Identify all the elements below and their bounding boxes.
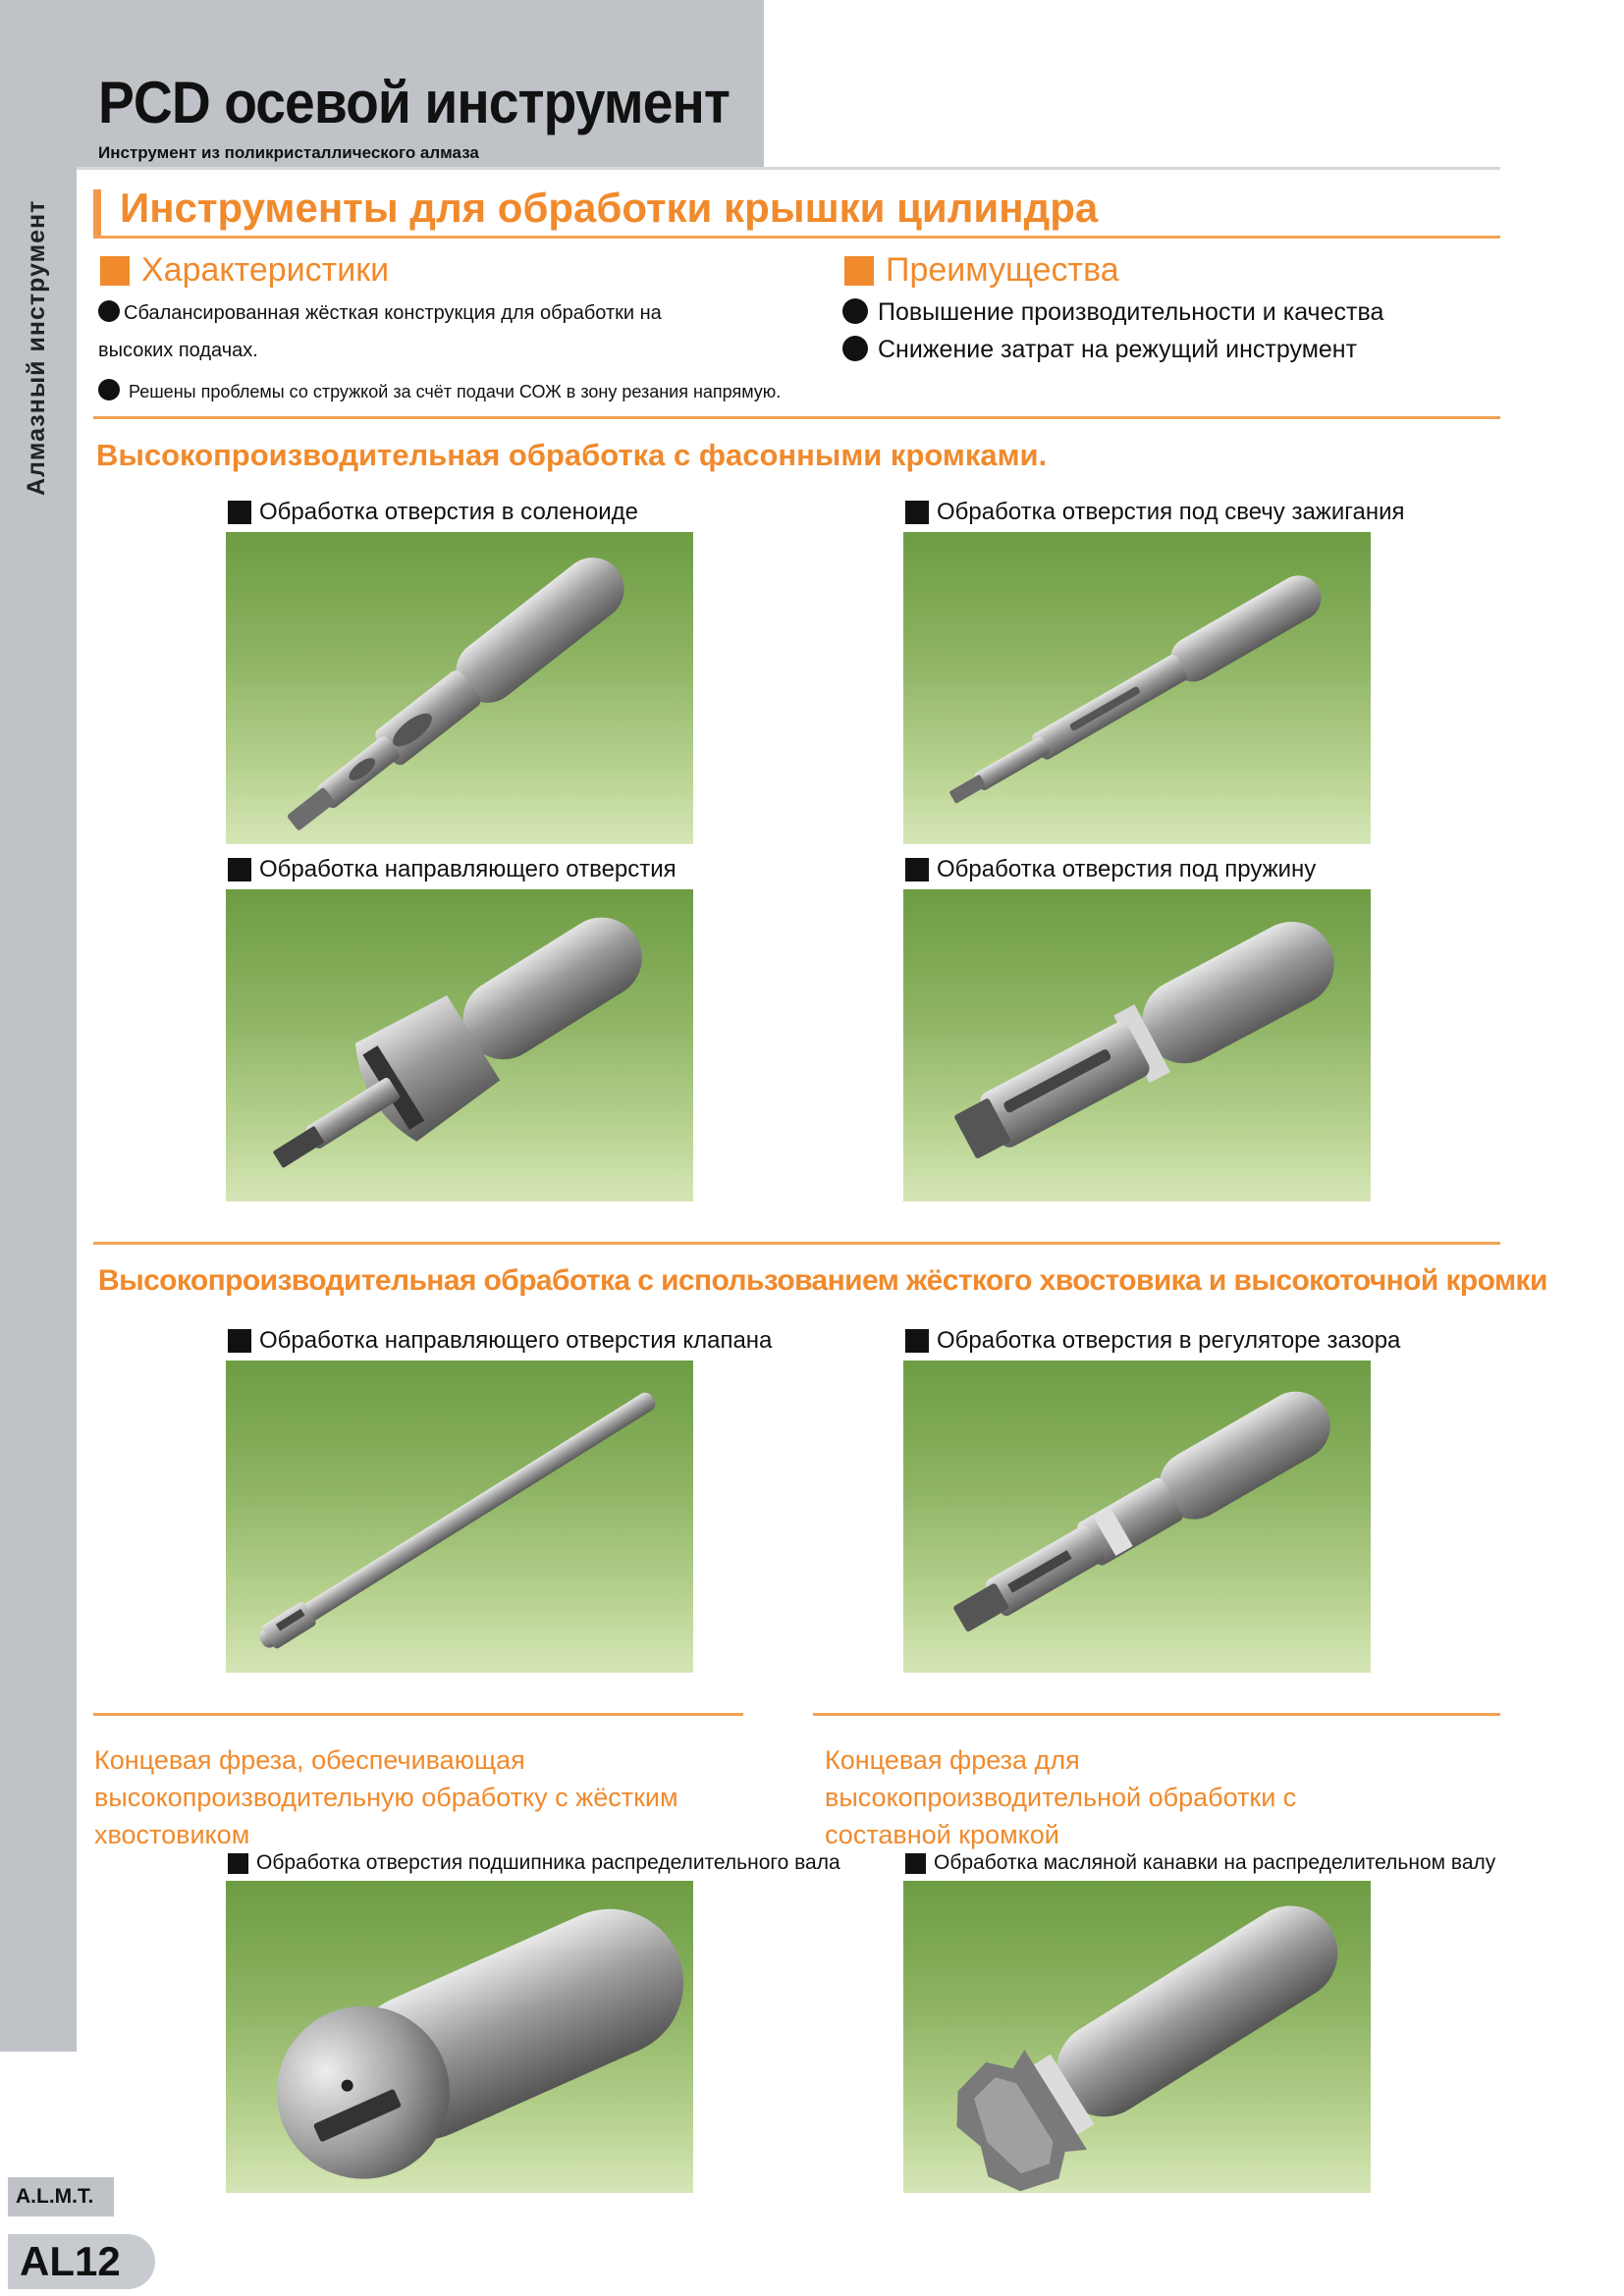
bullet-icon xyxy=(842,298,868,324)
card-caption: Обработка отверстия в регуляторе зазора xyxy=(905,1327,1400,1355)
card-caption: Обработка отверстия под пружину xyxy=(905,856,1316,883)
characteristic-item: высоких подачах. xyxy=(98,340,258,361)
page-title: PCD осевой инструмент xyxy=(98,70,731,135)
characteristic-item: Решены проблемы со стружкой за счёт подачи СОЖ в зону резания напрямую. xyxy=(98,379,781,402)
card-caption: Обработка направляющего отверстия клапана xyxy=(228,1327,772,1355)
page-number: AL12 xyxy=(20,2238,121,2284)
black-square-icon xyxy=(228,1853,248,1874)
section-rule xyxy=(93,236,1500,239)
tool-photo-long-stepped-drill xyxy=(903,532,1371,844)
divider-rule-left xyxy=(93,1713,743,1716)
black-square-icon xyxy=(228,501,251,524)
tool-photo-stepped-reamer xyxy=(903,1361,1371,1673)
black-square-icon xyxy=(905,858,929,881)
brand-label: A.L.M.T. xyxy=(16,2185,94,2208)
page-subtitle: Инструмент из поликристаллического алмаза xyxy=(98,143,479,162)
characteristics-heading-text: Характеристики xyxy=(141,251,390,289)
section-title: Инструменты для обработки крышки цилиндра xyxy=(120,185,1099,231)
orange-square-icon xyxy=(100,256,130,286)
advantage-item: Снижение затрат на режущий инструмент xyxy=(842,336,1357,364)
black-square-icon xyxy=(228,1329,251,1353)
divider-rule-right xyxy=(813,1713,1500,1716)
advantage-item: Повышение производительности и качества xyxy=(842,298,1383,327)
card-caption: Обработка отверстия в соленоиде xyxy=(228,499,638,526)
card-caption: Обработка отверстия подшипника распределительного вала xyxy=(228,1851,840,1875)
divider-rule xyxy=(93,416,1500,419)
bullet-icon xyxy=(98,379,120,400)
card-caption: Обработка отверстия под свечу зажигания xyxy=(905,499,1405,526)
black-square-icon xyxy=(905,501,929,524)
advantages-heading xyxy=(844,251,1119,290)
side-label: Алмазный инструмент xyxy=(23,199,50,496)
tool-photo-counterbore-tool xyxy=(226,889,693,1201)
black-square-icon xyxy=(228,858,251,881)
card-caption: Обработка масляной канавки на распределительном валу xyxy=(905,1851,1495,1875)
block-heading-left: Концевая фреза, обеспечивающая высокопроизводительную обработку с жёстким хвостовиком xyxy=(94,1745,678,1849)
black-square-icon xyxy=(905,1329,929,1353)
bullet-icon xyxy=(842,336,868,361)
block-heading: Высокопроизводительная обработка с использованием жёсткого хвостовика и высокоточной кромки xyxy=(98,1264,1547,1297)
black-square-icon xyxy=(905,1853,926,1874)
orange-square-icon xyxy=(844,256,874,286)
tool-photo-ball-end-mill xyxy=(226,1881,693,2193)
characteristic-item: Сбалансированная жёсткая конструкция для обработки на xyxy=(98,300,662,325)
block-heading: Высокопроизводительная обработка с фасонными кромками. xyxy=(96,438,1048,472)
card-caption: Обработка направляющего отверстия xyxy=(228,856,677,883)
header-rule xyxy=(77,167,1500,170)
advantages-heading-text: Преимущества xyxy=(886,251,1119,289)
characteristics-heading xyxy=(100,251,389,290)
block-heading-right: Концевая фреза для высокопроизводительной обработки с составной кромкой xyxy=(825,1745,1297,1849)
tool-photo-long-thin-reamer xyxy=(226,1361,693,1673)
section-title-bar xyxy=(93,189,101,237)
tool-photo-reamer-tool xyxy=(903,889,1371,1201)
bullet-icon xyxy=(98,300,120,322)
tool-photo-stepped-drill xyxy=(226,532,693,844)
tool-photo-t-slot-cutter xyxy=(903,1881,1371,2193)
divider-rule xyxy=(93,1242,1500,1245)
